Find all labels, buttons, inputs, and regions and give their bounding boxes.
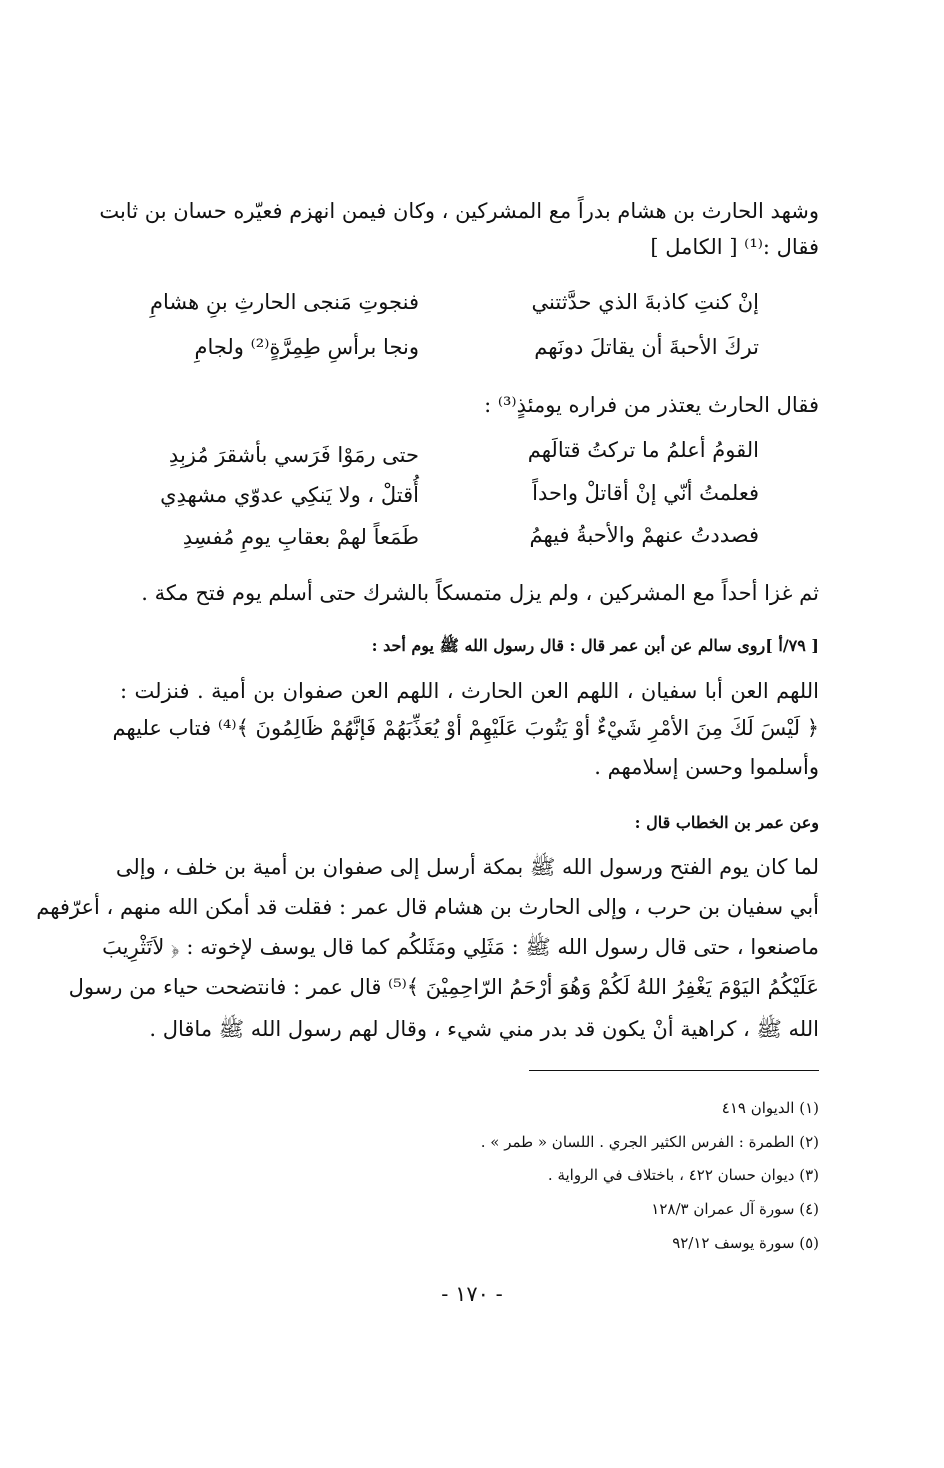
hadith2-line-5: الله ﷺ ، كراهية أنْ يكون قد بدر مني شيء ، وقال لهم رسول الله ﷺ ماقال . bbox=[149, 1017, 819, 1041]
footnote-4: (٤) سورة آل عمران ١٢٨/٣ bbox=[651, 1200, 819, 1218]
footnote-divider bbox=[529, 1070, 819, 1071]
hadith2-line-3: ماصنعوا ، حتى قال رسول الله ﷺ : مَثَلِي ومَثَلكُم كما قال يوسف لإخوته : ﴿ لاَتَثْرِيبَ bbox=[102, 935, 819, 959]
hadith1-line-2: ﴿ لَيْسَ لَكَ مِنَ الأمْرِ شَيْءٌ أوْ يَتُوبَ عَلَيْهِمْ أوْ يُعَذِّبَهُمْ فَإنَّهُمْ ظَالِمُونَ ﴾⁽⁴⁾ فتاب عليهم bbox=[112, 716, 819, 740]
poem2-verse-2-first-hemistich: فعلمتُ أنّي إنْ أقاتلْ واحداً bbox=[532, 481, 759, 505]
reply-intro: فقال الحارث يعتذر من فراره يومئذٍ⁽³⁾ : bbox=[484, 393, 819, 417]
poem2-verse-1-first-hemistich: القومُ أعلمُ ما تركتُ قتالَهم bbox=[527, 438, 759, 462]
intro-line-2: فقال :⁽¹⁾ [ الكامل ] bbox=[650, 235, 819, 259]
hadith2-heading: وعن عمر بن الخطاب قال : bbox=[634, 813, 819, 832]
poem2-verse-3-second-hemistich: طَمَعاً لهمْ بعقابِ يومِ مُفسِدِ bbox=[182, 525, 419, 549]
poem1-verse-1-second-hemistich: فنجوتِ مَنجى الحارثِ بنِ هشامِ bbox=[149, 290, 419, 314]
hadith1-line-3: وأسلموا وحسن إسلامهم . bbox=[594, 755, 819, 779]
hadith1-heading: [ ٧٩/أ ]روى سالم عن أبن عمر قال : قال رسول الله ﷺ يوم أحد : bbox=[371, 636, 819, 655]
poem1-verse-1-first-hemistich: إنْ كنتِ كاذبةَ الذي حدَّثتني bbox=[531, 290, 759, 314]
hadith2-line-1: لما كان يوم الفتح ورسول الله ﷺ بمكة أرسل إلى صفوان بن أمية بن خلف ، وإلى bbox=[115, 855, 819, 879]
footnote-1: (١) الديوان ٤١٩ bbox=[721, 1099, 819, 1117]
intro-line-1: وشهد الحارث بن هشام بدراً مع المشركين ، وكان فيمن انهزم فعيّره حسان بن ثابت bbox=[99, 199, 819, 223]
poem1-verse-2-first-hemistich: تركَ الأحبةَ أن يقاتلَ دونَهم bbox=[534, 335, 759, 359]
poem1-verse-2-second-hemistich: ونجا برأسِ طِمِرَّةٍ⁽²⁾ ولجامِ bbox=[194, 335, 419, 359]
hadith2-line-4: عَلَيْكُمُ اليَوْمَ يَغْفِرُ اللهُ لَكُمْ وَهُوَ أرْحَمُ الرّاحِمِيْنَ ﴾⁽⁵⁾ قال عمر : فانتضحت حياء من رسول bbox=[68, 975, 819, 999]
footnote-3: (٣) ديوان حسان ٤٢٢ ، باختلاف في الرواية . bbox=[547, 1166, 819, 1184]
footnote-2: (٢) الطمرة : الفرس الكثير الجري . اللسان « طمر » . bbox=[480, 1133, 819, 1151]
poem2-verse-1-second-hemistich: حتى رمَوْا فَرَسي بأشقرَ مُزبِدِ bbox=[168, 443, 419, 467]
page-number: - ١٧٠ - bbox=[441, 1282, 503, 1306]
poem2-verse-2-second-hemistich: أُقتلْ ، ولا يَنكِي عدوّي مشهدِي bbox=[160, 483, 419, 507]
poem2-verse-3-first-hemistich: فصددتُ عنهمْ والأحبةُ فيهمُ bbox=[529, 523, 759, 547]
hadith1-line-1: اللهم العن أبا سفيان ، اللهم العن الحارث ، اللهم العن صفوان بن أمية . فنزلت : bbox=[120, 679, 819, 703]
after-poem-text: ثم غزا أحداً مع المشركين ، ولم يزل متمسكاً بالشرك حتى أسلم يوم فتح مكة . bbox=[141, 581, 819, 605]
hadith2-line-2: أبي سفيان بن حرب ، وإلى الحارث بن هشام قال عمر : فقلت قد أمكن الله منهم ، أعرّفهم bbox=[36, 895, 819, 919]
footnote-5: (٥) سورة يوسف ٩٢/١٢ bbox=[672, 1234, 819, 1252]
